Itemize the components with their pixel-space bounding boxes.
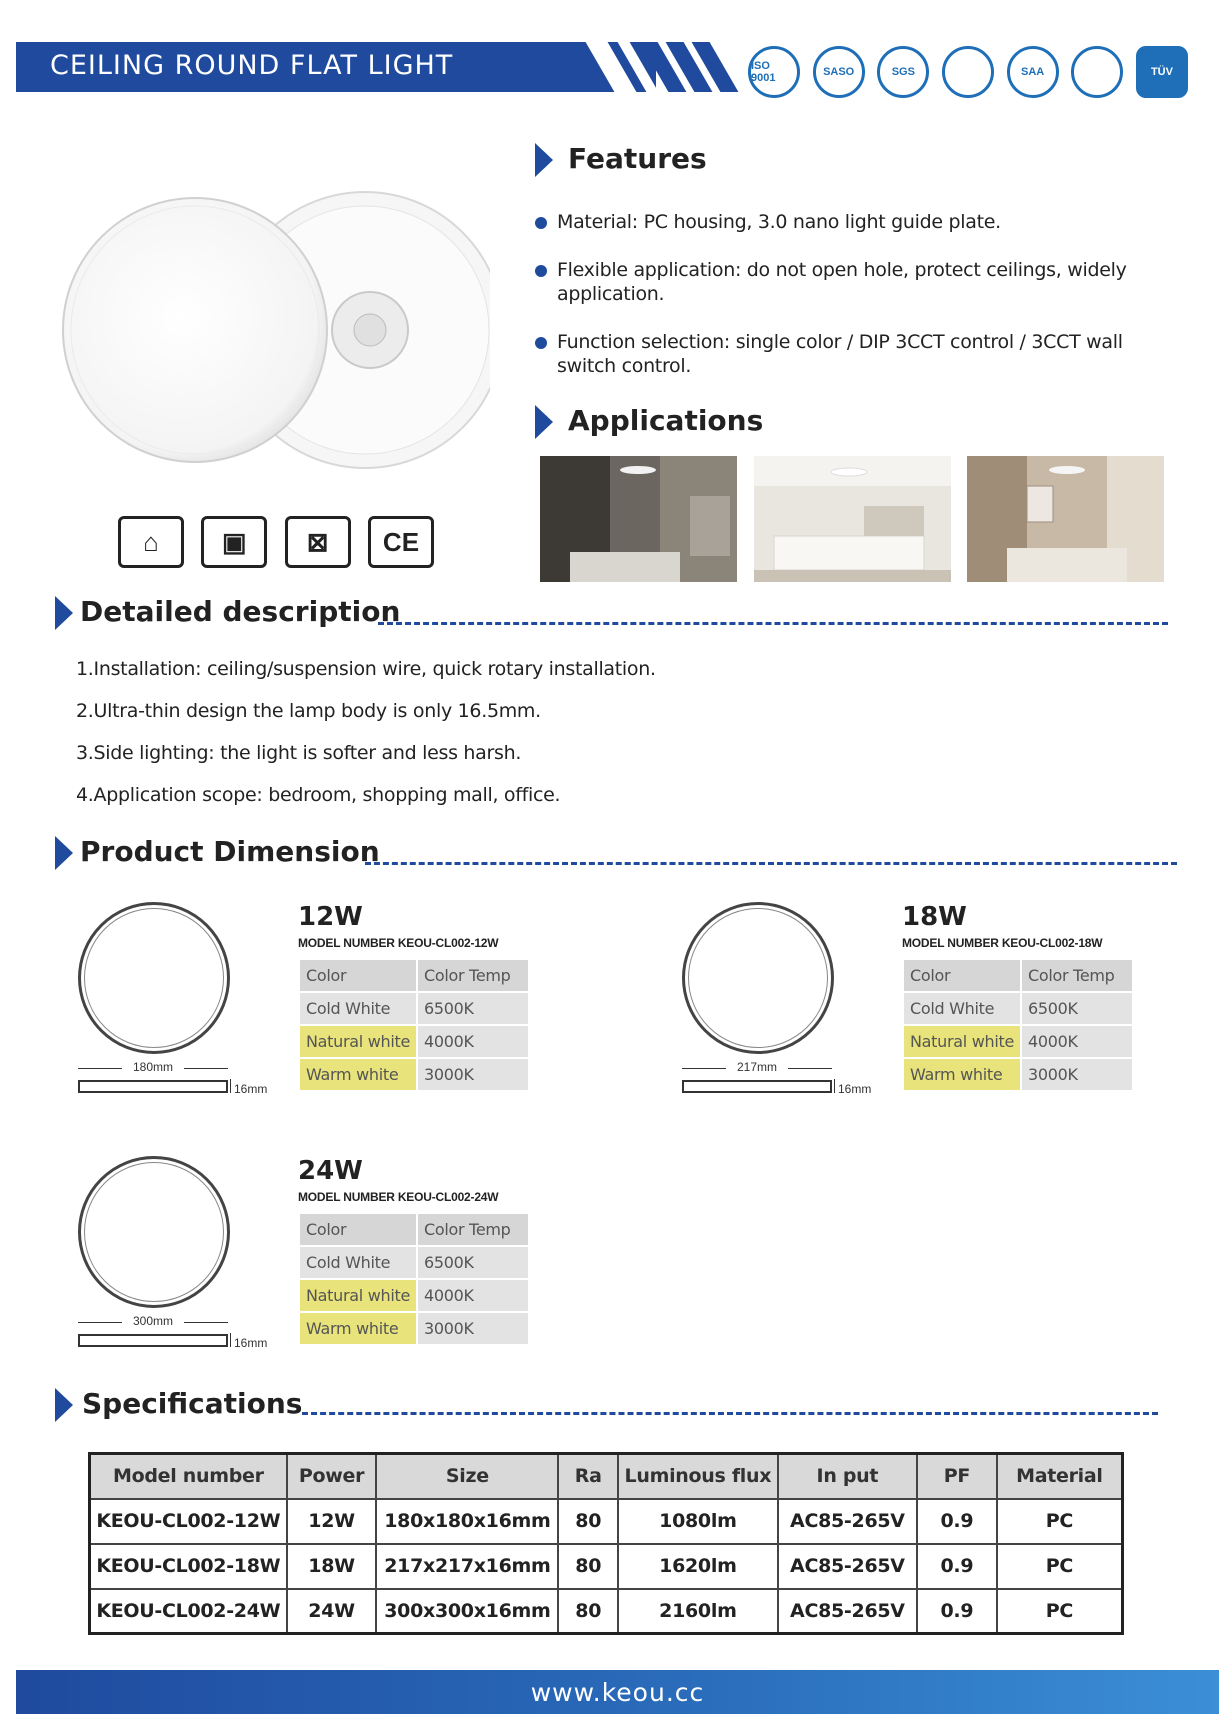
depth-marker	[230, 1333, 231, 1347]
table-header: Color Temp	[418, 960, 528, 991]
table-cell: 4000K	[418, 1280, 528, 1311]
table-cell: Natural white	[300, 1280, 416, 1311]
indoor-use-icon: ⌂	[118, 516, 184, 568]
description-item: 1.Installation: ceiling/suspension wire, quick rotary installation.	[76, 658, 656, 680]
specifications-table	[88, 1452, 1124, 1635]
table-cell: 180x180x16mm	[376, 1499, 558, 1544]
table-cell: 217x217x16mm	[376, 1544, 558, 1589]
sgs-icon: SGS	[877, 46, 929, 98]
description-item: 3.Side lighting: the light is softer and less harsh.	[76, 742, 522, 764]
table-cell: 80	[558, 1544, 618, 1589]
dimension-drawing	[78, 1156, 230, 1308]
section-arrow-icon	[535, 143, 553, 177]
bedroom-photo-2	[967, 456, 1164, 582]
section-arrow-icon	[55, 1388, 73, 1422]
table-cell: 1620lm	[618, 1544, 778, 1589]
table-cell: 4000K	[418, 1026, 528, 1057]
specifications-heading: Specifications	[82, 1387, 303, 1420]
table-cell: 6500K	[1022, 993, 1132, 1024]
table-row	[90, 1589, 1123, 1634]
saa-icon: SAA	[1007, 46, 1059, 98]
table-cell: 6500K	[418, 1247, 528, 1278]
depth-marker	[834, 1079, 835, 1093]
product-wattage: 12W	[298, 902, 363, 932]
product-image	[60, 180, 490, 480]
section-divider	[365, 862, 1177, 865]
section-divider	[302, 1412, 1158, 1415]
color-temp-table	[298, 958, 530, 1092]
table-cell: Warm white	[300, 1059, 416, 1090]
depth-marker	[230, 1079, 231, 1093]
description-item: 2.Ultra-thin design the lamp body is only 16.5mm.	[76, 700, 541, 722]
product-wattage: 18W	[902, 902, 967, 932]
model-number: MODEL NUMBER KEOU-CL002-18W	[902, 936, 1103, 950]
dimension-side-view	[682, 1080, 832, 1093]
bedroom-photo	[540, 456, 737, 582]
certification-logos	[748, 44, 1188, 100]
table-cell: Warm white	[904, 1059, 1020, 1090]
table-cell: Cold White	[904, 993, 1020, 1024]
table-cell: KEOU-CL002-24W	[90, 1589, 287, 1634]
dimension-depth: 16mm	[234, 1336, 268, 1350]
dimension-depth: 16mm	[838, 1082, 872, 1096]
product-wattage: 24W	[298, 1156, 363, 1186]
class-ii-icon: ▣	[201, 516, 267, 568]
rohs-icon	[1071, 46, 1123, 98]
dimension-diameter: 217mm	[726, 1060, 788, 1074]
table-cell: Cold White	[300, 1247, 416, 1278]
table-row	[90, 1544, 1123, 1589]
features-heading: Features	[568, 142, 707, 175]
table-header: Color Temp	[1022, 960, 1132, 991]
column-header: Model number	[90, 1454, 287, 1499]
table-cell: 6500K	[418, 993, 528, 1024]
color-temp-table	[902, 958, 1134, 1092]
section-arrow-icon	[55, 836, 73, 870]
dimension-depth: 16mm	[234, 1082, 268, 1096]
footer-website[interactable]: www.keou.cc	[16, 1670, 1219, 1714]
iso9001-icon: ISO 9001	[748, 46, 800, 98]
table-cell: Natural white	[300, 1026, 416, 1057]
description-heading: Detailed description	[80, 595, 401, 628]
column-header: Power	[287, 1454, 377, 1499]
table-cell: AC85-265V	[778, 1499, 917, 1544]
column-header: Luminous flux	[618, 1454, 778, 1499]
table-cell: 0.9	[917, 1589, 997, 1634]
table-cell: AC85-265V	[778, 1589, 917, 1634]
table-header: Color	[300, 1214, 416, 1245]
table-cell: 80	[558, 1589, 618, 1634]
column-header: Size	[376, 1454, 558, 1499]
table-header: Color Temp	[418, 1214, 528, 1245]
product-marking-icons	[118, 516, 434, 570]
feature-item: Function selection: single color / DIP 3CCT control / 3CCT wall switch control.	[535, 330, 1135, 378]
living-room-photo	[754, 456, 951, 582]
table-cell: 18W	[287, 1544, 377, 1589]
section-arrow-icon	[535, 405, 553, 439]
table-cell: 300x300x16mm	[376, 1589, 558, 1634]
column-header: In put	[778, 1454, 917, 1499]
column-header: Ra	[558, 1454, 618, 1499]
table-cell: 24W	[287, 1589, 377, 1634]
applications-heading: Applications	[568, 404, 764, 437]
ce-mark-icon: CE	[368, 516, 434, 568]
dimension-side-view	[78, 1334, 228, 1347]
dimension-block-24w	[78, 1156, 538, 1356]
saso-icon: SASO	[813, 46, 865, 98]
table-header: Color	[904, 960, 1020, 991]
column-header: PF	[917, 1454, 997, 1499]
table-cell: 12W	[287, 1499, 377, 1544]
dimension-diameter: 180mm	[122, 1060, 184, 1074]
table-cell: 80	[558, 1499, 618, 1544]
table-cell: 2160lm	[618, 1589, 778, 1634]
table-cell: 3000K	[418, 1313, 528, 1344]
dimension-block-12w	[78, 902, 538, 1102]
column-header: Material	[997, 1454, 1123, 1499]
table-cell: PC	[997, 1499, 1123, 1544]
table-cell: 0.9	[917, 1499, 997, 1544]
dimension-block-18w	[682, 902, 1142, 1102]
page-title: CEILING ROUND FLAT LIGHT	[50, 50, 454, 81]
feature-item: Flexible application: do not open hole, protect ceilings, widely application.	[535, 258, 1135, 306]
table-row	[90, 1499, 1123, 1544]
tuv-icon: TÜV	[1136, 46, 1188, 98]
description-list	[76, 657, 876, 825]
table-cell: Natural white	[904, 1026, 1020, 1057]
table-cell: 3000K	[418, 1059, 528, 1090]
feature-item: Material: PC housing, 3.0 nano light guide plate.	[535, 210, 1135, 234]
table-cell: Cold White	[300, 993, 416, 1024]
table-cell: 0.9	[917, 1544, 997, 1589]
table-cell: 1080lm	[618, 1499, 778, 1544]
dimension-drawing	[682, 902, 834, 1054]
table-cell: 4000K	[1022, 1026, 1132, 1057]
table-cell: Warm white	[300, 1313, 416, 1344]
description-item: 4.Application scope: bedroom, shopping mall, office.	[76, 784, 561, 806]
table-cell: KEOU-CL002-18W	[90, 1544, 287, 1589]
table-header-row	[90, 1454, 1123, 1499]
table-header: Color	[300, 960, 416, 991]
table-cell: AC85-265V	[778, 1544, 917, 1589]
table-cell: 3000K	[1022, 1059, 1132, 1090]
model-number: MODEL NUMBER KEOU-CL002-24W	[298, 1190, 499, 1204]
dimension-drawing	[78, 902, 230, 1054]
color-temp-table	[298, 1212, 530, 1346]
dimension-heading: Product Dimension	[80, 835, 380, 868]
section-arrow-icon	[55, 596, 73, 630]
model-number: MODEL NUMBER KEOU-CL002-12W	[298, 936, 499, 950]
table-cell: PC	[997, 1544, 1123, 1589]
feature-list	[535, 210, 1135, 402]
table-cell: PC	[997, 1589, 1123, 1634]
globe-cert-icon	[942, 46, 994, 98]
dimension-side-view	[78, 1080, 228, 1093]
section-divider	[378, 622, 1168, 625]
application-photos	[540, 456, 1164, 582]
dimension-diameter: 300mm	[122, 1314, 184, 1328]
table-cell: KEOU-CL002-12W	[90, 1499, 287, 1544]
no-dimmer-icon: ⊠	[285, 516, 351, 568]
